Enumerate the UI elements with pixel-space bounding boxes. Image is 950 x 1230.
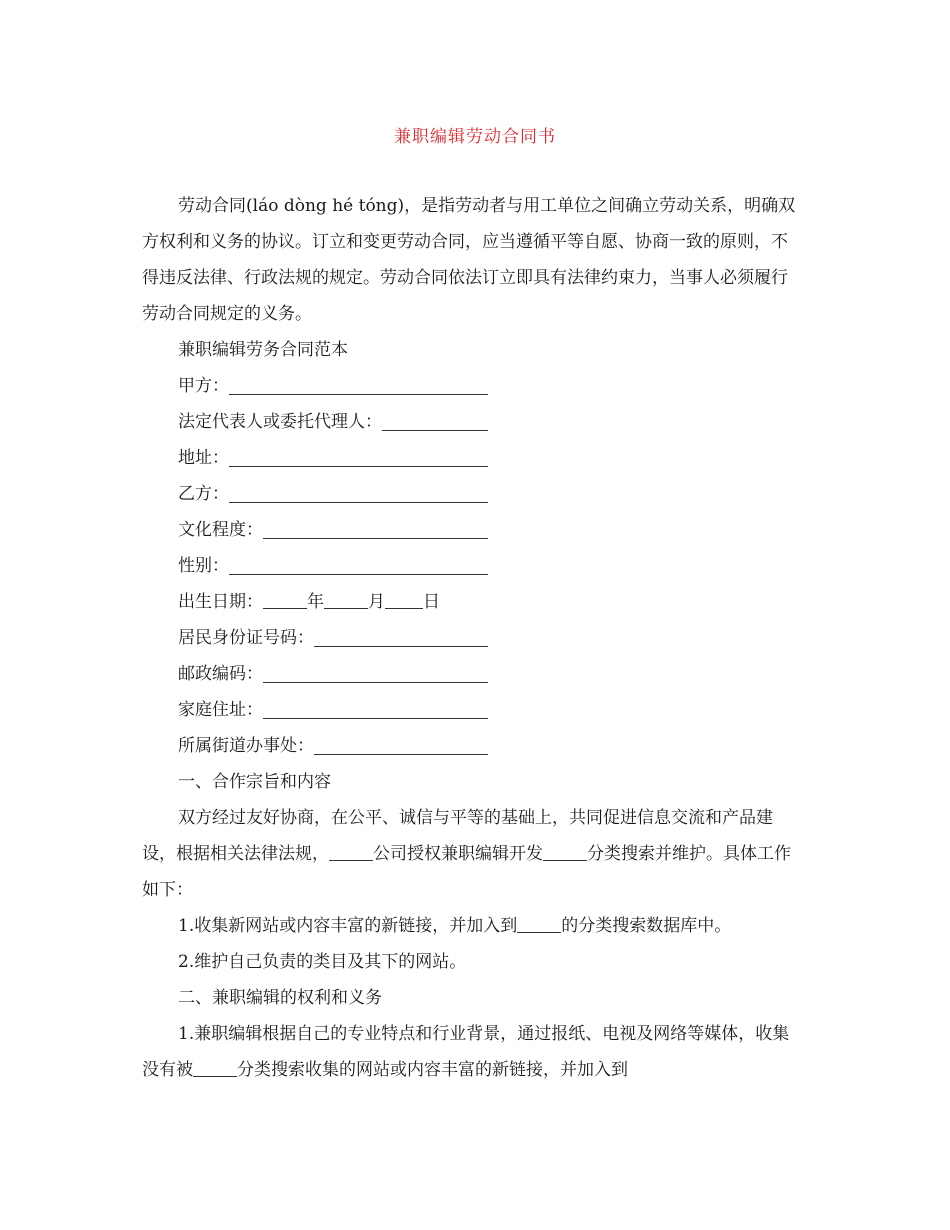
birth-date-field [142,584,802,620]
party-b-field [142,476,488,512]
s2-item-1-text-a: 1.兼职编辑根据自己的专业特点和行业背景，通过报纸、电视及网络等媒体，收集没有被 [142,1024,790,1080]
gender-label: 性别： [178,556,229,576]
home-address-blank [263,692,488,719]
year-label: 年 [307,592,324,612]
company-blank [329,842,373,861]
representative-label: 法定代表人或委托代理人： [178,412,382,432]
party-b-blank [229,476,488,503]
birth-year-blank [263,590,307,609]
site-blank [543,842,587,861]
party-a-blank [229,368,488,395]
document-title: 兼职编辑劳动合同书 [394,127,556,147]
item-2: 2.维护自己负责的类目及其下的网站。 [178,952,467,972]
id-number-field [142,620,488,656]
street-office-blank [314,728,488,755]
gender-field [142,548,488,584]
item-1 [142,908,802,944]
address-blank [229,440,488,467]
representative-field [142,404,488,440]
sample-heading: 兼职编辑劳务合同范本 [178,340,348,360]
section-1-text-b: 公司授权兼职编辑开发 [373,844,543,864]
postcode-label: 邮政编码： [178,664,263,684]
section-1-text-c: 分类搜索并维护。具体工作如下： [142,844,791,900]
month-label: 月 [368,592,385,612]
document-body [142,188,802,1088]
birth-month-blank [324,590,368,609]
section-1-text-a: 双方经过友好协商，在公平、诚信与平等的基础上，共同促进信息交流和产品建设，根据相关法律法规， [142,808,773,864]
item-1-text-b: 的分类搜索数据库中。 [561,916,732,936]
item-1-text-a: 1.收集新网站或内容丰富的新链接，并加入到 [178,916,518,936]
street-office-field [142,728,488,764]
item-1-blank [517,914,561,933]
gender-blank [229,548,488,575]
street-office-label: 所属街道办事处： [178,736,314,756]
home-address-field [142,692,488,728]
id-number-label: 居民身份证号码： [178,628,314,648]
s2-item-1-blank [193,1058,237,1077]
birth-day-blank [385,590,423,609]
section-1-paragraph [142,800,802,908]
postcode-blank [263,656,488,683]
intro-paragraph: 劳动合同(láo dòng hé tóng)，是指劳动者与用工单位之间确立劳动关系，明确双方权利和义务的协议。订立和变更劳动合同，应当遵循平等自愿、协商一致的原则，不得违反法律、行政法规的规定。劳动合同依法订立即具有法律约束力，当事人必须履行劳动合同规定的义务。 [142,196,796,324]
education-field [142,512,488,548]
party-b-label: 乙方： [178,484,229,504]
party-a-field [142,368,488,404]
birth-label: 出生日期： [178,592,263,612]
home-address-label: 家庭住址： [178,700,263,720]
postcode-field [142,656,488,692]
party-a-label: 甲方： [178,376,229,396]
section-2-heading: 二、兼职编辑的权利和义务 [178,988,382,1008]
s2-item-1-text-b: 分类搜索收集的网站或内容丰富的新链接，并加入到 [237,1060,628,1080]
section-1-heading: 一、合作宗旨和内容 [178,772,331,792]
education-label: 文化程度： [178,520,263,540]
representative-blank [382,404,488,431]
id-number-blank [314,620,488,647]
day-label: 日 [423,592,440,612]
education-blank [263,512,488,539]
address-field [142,440,488,476]
section-2-item-1 [142,1016,802,1088]
address-label: 地址： [178,448,229,468]
